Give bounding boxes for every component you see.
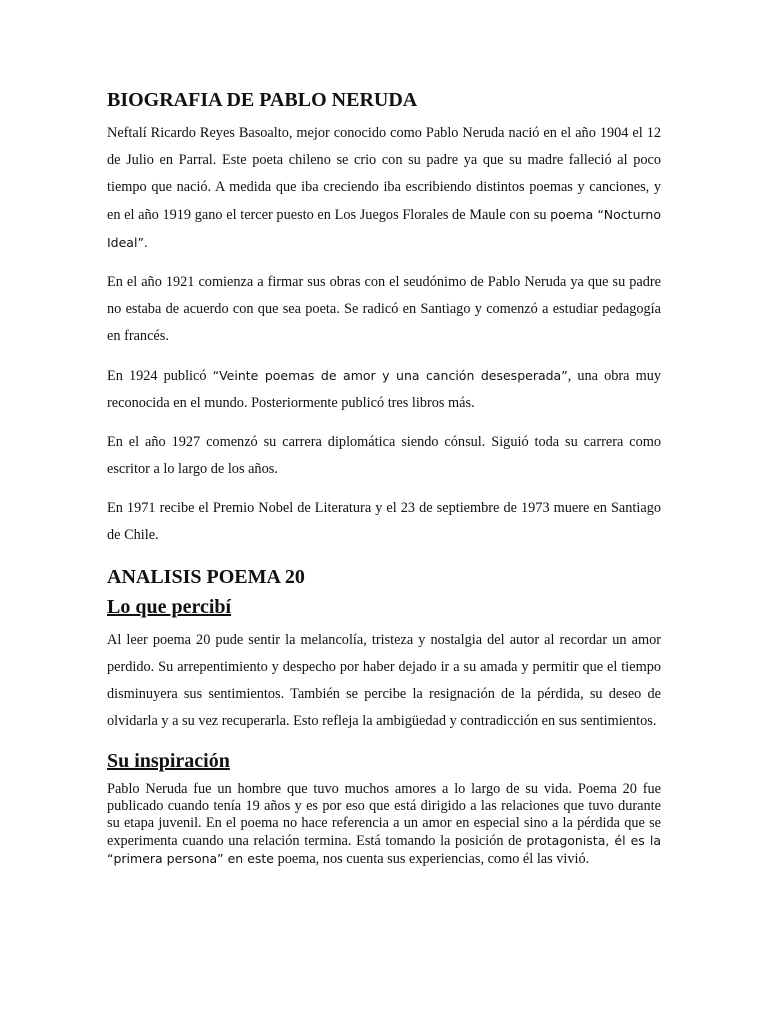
inspiration-paragraph [107, 781, 661, 868]
inspiration-paragraph-before: Pablo Neruda fue un hombre que tuvo muchos amores a lo largo de su vida. Poema 20 fue publicado cuando tenía 19 años y es por eso que está dirigido a las relaciones que tuvo durante su etapa juvenil. En el poema no hace referencia a un amor en especial sino a la pérdida que se experimenta cuando una relación termina. Está tomando la posición de [107, 781, 661, 849]
analysis-title: ANALISIS POEMA 20 [107, 566, 305, 588]
biography-paragraph-3-before: En 1924 publicó [107, 368, 213, 384]
perceived-paragraph: Al leer poema 20 pude sentir la melancolía, tristeza y nostalgia del autor al recordar un amor perdido. Su arrepentimiento y despecho por haber dejado ir a su amada y permitir que el tiempo disminuyera sus sentimientos. También se percibe la resignación de la pérdida, su deseo de olvidarla y a su vez recuperarla. Esto refleja la ambigüedad y contradicción en sus sentimientos. [107, 632, 661, 729]
inspiration-paragraph-after: poema, nos cuenta sus experiencias, como él las vivió. [274, 851, 590, 867]
biography-paragraph-3 [107, 362, 661, 417]
biography-paragraph-1 [107, 120, 661, 257]
protagonist-quote: protagonista, él es la “primera persona” en este [107, 833, 662, 866]
biography-title: BIOGRAFIA DE PABLO NERUDA [107, 89, 418, 111]
biography-paragraph-3-after: , una obra muy reconocida en el mundo. Posteriormente publicó tres libros más. [107, 368, 661, 411]
inspiration-heading: Su inspiración [107, 750, 230, 772]
biography-paragraph-2: En el año 1921 comienza a firmar sus obras con el seudónimo de Pablo Neruda ya que su padre no estaba de acuerdo con que sea poeta. Se radicó en Santiago y comenzó a estudiar pedagogía en francés. [107, 274, 661, 344]
biography-paragraph-5: En 1971 recibe el Premio Nobel de Literatura y el 23 de septiembre de 1973 muere en Santiago de Chile. [107, 500, 661, 543]
biography-paragraph-4: En el año 1927 comenzó su carrera diplomática siendo cónsul. Siguió toda su carrera como escritor a lo largo de los años. [107, 434, 661, 477]
book-title-quote: “Veinte poemas de amor y una canción desesperada” [212, 368, 568, 383]
document-page [107, 86, 661, 880]
perceived-heading: Lo que percibí [107, 596, 232, 618]
poem-title-quote: poema “Nocturno Ideal”. [107, 207, 661, 250]
biography-paragraph-1-text: Neftalí Ricardo Reyes Basoalto, mejor conocido como Pablo Neruda nació en el año 1904 el 12 de Julio en Parral. Este poeta chileno se crio con su padre ya que su madre falleció al poco tiempo que nació. A medida que iba creciendo iba escribiendo distintos poemas y canciones, y en el año 1919 gano el tercer puesto en Los Juegos Florales de Maule con su [107, 125, 661, 223]
